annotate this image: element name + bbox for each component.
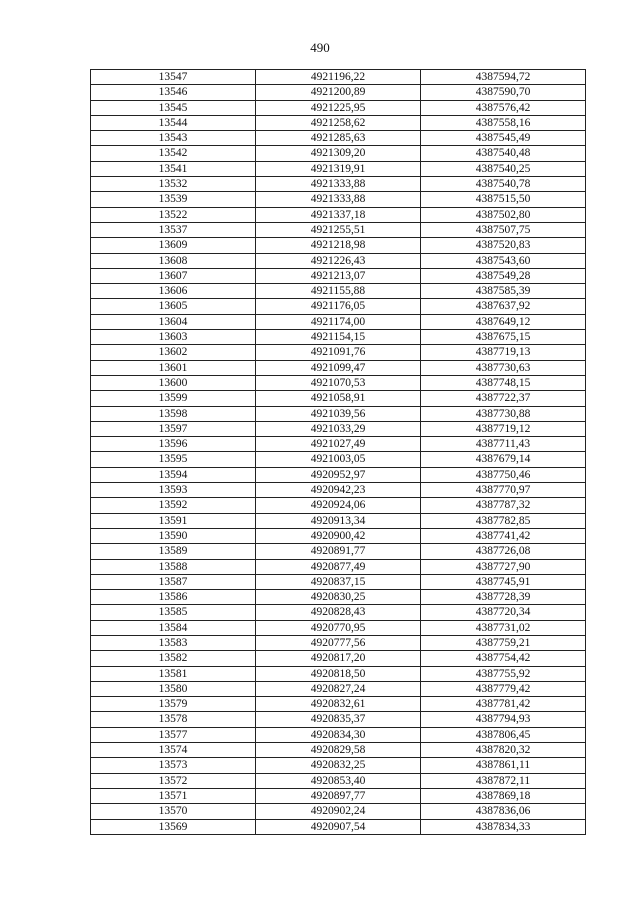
point-number-cell: 13595	[91, 452, 256, 467]
table-row	[91, 85, 586, 100]
x-coordinate-cell: 4921091,76	[256, 345, 421, 360]
x-coordinate-cell: 4920837,15	[256, 574, 421, 589]
x-coordinate-cell: 4921226,43	[256, 253, 421, 268]
x-coordinate-cell: 4920770,95	[256, 620, 421, 635]
table-row	[91, 284, 586, 299]
y-coordinate-cell: 4387576,42	[421, 100, 586, 115]
table-row	[91, 70, 586, 85]
point-number-cell: 13600	[91, 375, 256, 390]
x-coordinate-cell: 4921258,62	[256, 115, 421, 130]
table-row	[91, 115, 586, 130]
x-coordinate-cell: 4920897,77	[256, 788, 421, 803]
table-row	[91, 666, 586, 681]
x-coordinate-cell: 4921333,88	[256, 192, 421, 207]
table-row	[91, 681, 586, 696]
table-row	[91, 620, 586, 635]
table-row	[91, 375, 586, 390]
x-coordinate-cell: 4920835,37	[256, 712, 421, 727]
y-coordinate-cell: 4387558,16	[421, 115, 586, 130]
coordinates-table	[90, 69, 586, 835]
y-coordinate-cell: 4387585,39	[421, 284, 586, 299]
table-row	[91, 100, 586, 115]
y-coordinate-cell: 4387679,14	[421, 452, 586, 467]
point-number-cell: 13522	[91, 207, 256, 222]
point-number-cell: 13544	[91, 115, 256, 130]
table-row	[91, 574, 586, 589]
point-number-cell: 13593	[91, 483, 256, 498]
y-coordinate-cell: 4387730,88	[421, 406, 586, 421]
point-number-cell: 13569	[91, 819, 256, 834]
table-row	[91, 559, 586, 574]
x-coordinate-cell: 4921176,05	[256, 299, 421, 314]
x-coordinate-cell: 4920902,24	[256, 804, 421, 819]
table-row	[91, 131, 586, 146]
x-coordinate-cell: 4920827,24	[256, 681, 421, 696]
y-coordinate-cell: 4387787,32	[421, 498, 586, 513]
point-number-cell: 13579	[91, 697, 256, 712]
y-coordinate-cell: 4387540,25	[421, 161, 586, 176]
point-number-cell: 13604	[91, 314, 256, 329]
x-coordinate-cell: 4920834,30	[256, 727, 421, 742]
point-number-cell: 13588	[91, 559, 256, 574]
x-coordinate-cell: 4921200,89	[256, 85, 421, 100]
y-coordinate-cell: 4387770,97	[421, 483, 586, 498]
y-coordinate-cell: 4387834,33	[421, 819, 586, 834]
table-row	[91, 544, 586, 559]
table-row	[91, 590, 586, 605]
point-number-cell: 13580	[91, 681, 256, 696]
y-coordinate-cell: 4387861,11	[421, 758, 586, 773]
x-coordinate-cell: 4921033,29	[256, 421, 421, 436]
y-coordinate-cell: 4387754,42	[421, 651, 586, 666]
x-coordinate-cell: 4921003,05	[256, 452, 421, 467]
point-number-cell: 13608	[91, 253, 256, 268]
y-coordinate-cell: 4387649,12	[421, 314, 586, 329]
y-coordinate-cell: 4387781,42	[421, 697, 586, 712]
table-row	[91, 788, 586, 803]
y-coordinate-cell: 4387719,13	[421, 345, 586, 360]
table-row	[91, 467, 586, 482]
table-row	[91, 177, 586, 192]
table-row	[91, 253, 586, 268]
y-coordinate-cell: 4387502,80	[421, 207, 586, 222]
table-row	[91, 651, 586, 666]
y-coordinate-cell: 4387728,39	[421, 590, 586, 605]
table-row	[91, 406, 586, 421]
table-row	[91, 528, 586, 543]
table-row	[91, 635, 586, 650]
point-number-cell: 13571	[91, 788, 256, 803]
page-number: 490	[310, 40, 330, 55]
y-coordinate-cell: 4387731,02	[421, 620, 586, 635]
x-coordinate-cell: 4921218,98	[256, 238, 421, 253]
y-coordinate-cell: 4387507,75	[421, 222, 586, 237]
x-coordinate-cell: 4920853,40	[256, 773, 421, 788]
y-coordinate-cell: 4387540,48	[421, 146, 586, 161]
point-number-cell: 13589	[91, 544, 256, 559]
table-row	[91, 345, 586, 360]
table-row	[91, 804, 586, 819]
y-coordinate-cell: 4387820,32	[421, 743, 586, 758]
x-coordinate-cell: 4921213,07	[256, 268, 421, 283]
y-coordinate-cell: 4387720,34	[421, 605, 586, 620]
point-number-cell: 13594	[91, 467, 256, 482]
point-number-cell: 13545	[91, 100, 256, 115]
x-coordinate-cell: 4921309,20	[256, 146, 421, 161]
y-coordinate-cell: 4387759,21	[421, 635, 586, 650]
x-coordinate-cell: 4920817,20	[256, 651, 421, 666]
y-coordinate-cell: 4387748,15	[421, 375, 586, 390]
point-number-cell: 13597	[91, 421, 256, 436]
y-coordinate-cell: 4387872,11	[421, 773, 586, 788]
point-number-cell: 13585	[91, 605, 256, 620]
table-row	[91, 697, 586, 712]
x-coordinate-cell: 4920900,42	[256, 528, 421, 543]
x-coordinate-cell: 4921225,95	[256, 100, 421, 115]
point-number-cell: 13577	[91, 727, 256, 742]
table-row	[91, 330, 586, 345]
table-row	[91, 207, 586, 222]
y-coordinate-cell: 4387794,93	[421, 712, 586, 727]
y-coordinate-cell: 4387722,37	[421, 391, 586, 406]
point-number-cell: 13596	[91, 437, 256, 452]
y-coordinate-cell: 4387726,08	[421, 544, 586, 559]
y-coordinate-cell: 4387745,91	[421, 574, 586, 589]
point-number-cell: 13602	[91, 345, 256, 360]
y-coordinate-cell: 4387675,15	[421, 330, 586, 345]
x-coordinate-cell: 4921196,22	[256, 70, 421, 85]
point-number-cell: 13570	[91, 804, 256, 819]
point-number-cell: 13543	[91, 131, 256, 146]
point-number-cell: 13592	[91, 498, 256, 513]
x-coordinate-cell: 4920877,49	[256, 559, 421, 574]
point-number-cell: 13578	[91, 712, 256, 727]
point-number-cell: 13606	[91, 284, 256, 299]
table-row	[91, 360, 586, 375]
point-number-cell: 13573	[91, 758, 256, 773]
y-coordinate-cell: 4387806,45	[421, 727, 586, 742]
x-coordinate-cell: 4920952,97	[256, 467, 421, 482]
point-number-cell: 13586	[91, 590, 256, 605]
table-row	[91, 161, 586, 176]
table-row	[91, 268, 586, 283]
x-coordinate-cell: 4921154,15	[256, 330, 421, 345]
coordinates-table-body	[91, 70, 586, 835]
table-row	[91, 727, 586, 742]
x-coordinate-cell: 4921039,56	[256, 406, 421, 421]
point-number-cell: 13581	[91, 666, 256, 681]
table-row	[91, 192, 586, 207]
table-row	[91, 819, 586, 834]
point-number-cell: 13546	[91, 85, 256, 100]
point-number-cell: 13537	[91, 222, 256, 237]
y-coordinate-cell: 4387755,92	[421, 666, 586, 681]
table-row	[91, 712, 586, 727]
point-number-cell: 13532	[91, 177, 256, 192]
y-coordinate-cell: 4387594,72	[421, 70, 586, 85]
x-coordinate-cell: 4920818,50	[256, 666, 421, 681]
table-row	[91, 146, 586, 161]
table-row	[91, 483, 586, 498]
point-number-cell: 13539	[91, 192, 256, 207]
point-number-cell: 13601	[91, 360, 256, 375]
point-number-cell: 13603	[91, 330, 256, 345]
table-row	[91, 299, 586, 314]
x-coordinate-cell: 4920942,23	[256, 483, 421, 498]
table-row	[91, 222, 586, 237]
point-number-cell: 13598	[91, 406, 256, 421]
y-coordinate-cell: 4387727,90	[421, 559, 586, 574]
point-number-cell: 13574	[91, 743, 256, 758]
y-coordinate-cell: 4387515,50	[421, 192, 586, 207]
x-coordinate-cell: 4921285,63	[256, 131, 421, 146]
x-coordinate-cell: 4920832,25	[256, 758, 421, 773]
y-coordinate-cell: 4387545,49	[421, 131, 586, 146]
y-coordinate-cell: 4387836,06	[421, 804, 586, 819]
x-coordinate-cell: 4920913,34	[256, 513, 421, 528]
x-coordinate-cell: 4921255,51	[256, 222, 421, 237]
point-number-cell: 13587	[91, 574, 256, 589]
table-row	[91, 391, 586, 406]
x-coordinate-cell: 4920830,25	[256, 590, 421, 605]
x-coordinate-cell: 4920891,77	[256, 544, 421, 559]
y-coordinate-cell: 4387543,60	[421, 253, 586, 268]
point-number-cell: 13607	[91, 268, 256, 283]
x-coordinate-cell: 4921319,91	[256, 161, 421, 176]
y-coordinate-cell: 4387741,42	[421, 528, 586, 543]
y-coordinate-cell: 4387540,78	[421, 177, 586, 192]
x-coordinate-cell: 4920924,06	[256, 498, 421, 513]
point-number-cell: 13541	[91, 161, 256, 176]
table-row	[91, 421, 586, 436]
y-coordinate-cell: 4387637,92	[421, 299, 586, 314]
y-coordinate-cell: 4387719,12	[421, 421, 586, 436]
point-number-cell: 13572	[91, 773, 256, 788]
x-coordinate-cell: 4920832,61	[256, 697, 421, 712]
table-row	[91, 743, 586, 758]
point-number-cell: 13582	[91, 651, 256, 666]
x-coordinate-cell: 4920777,56	[256, 635, 421, 650]
point-number-cell: 13590	[91, 528, 256, 543]
point-number-cell: 13591	[91, 513, 256, 528]
point-number-cell: 13542	[91, 146, 256, 161]
y-coordinate-cell: 4387730,63	[421, 360, 586, 375]
point-number-cell: 13605	[91, 299, 256, 314]
y-coordinate-cell: 4387750,46	[421, 467, 586, 482]
x-coordinate-cell: 4921099,47	[256, 360, 421, 375]
y-coordinate-cell: 4387869,18	[421, 788, 586, 803]
table-row	[91, 498, 586, 513]
table-row	[91, 452, 586, 467]
table-row	[91, 314, 586, 329]
point-number-cell: 13584	[91, 620, 256, 635]
x-coordinate-cell: 4921058,91	[256, 391, 421, 406]
x-coordinate-cell: 4921333,88	[256, 177, 421, 192]
x-coordinate-cell: 4920828,43	[256, 605, 421, 620]
y-coordinate-cell: 4387779,42	[421, 681, 586, 696]
x-coordinate-cell: 4921155,88	[256, 284, 421, 299]
y-coordinate-cell: 4387711,43	[421, 437, 586, 452]
x-coordinate-cell: 4920829,58	[256, 743, 421, 758]
point-number-cell: 13609	[91, 238, 256, 253]
table-row	[91, 773, 586, 788]
x-coordinate-cell: 4921027,49	[256, 437, 421, 452]
y-coordinate-cell: 4387549,28	[421, 268, 586, 283]
table-row	[91, 238, 586, 253]
table-row	[91, 437, 586, 452]
table-row	[91, 513, 586, 528]
point-number-cell: 13547	[91, 70, 256, 85]
point-number-cell: 13599	[91, 391, 256, 406]
x-coordinate-cell: 4921070,53	[256, 375, 421, 390]
x-coordinate-cell: 4921174,00	[256, 314, 421, 329]
y-coordinate-cell: 4387520,83	[421, 238, 586, 253]
y-coordinate-cell: 4387782,85	[421, 513, 586, 528]
table-row	[91, 605, 586, 620]
x-coordinate-cell: 4920907,54	[256, 819, 421, 834]
table-row	[91, 758, 586, 773]
point-number-cell: 13583	[91, 635, 256, 650]
x-coordinate-cell: 4921337,18	[256, 207, 421, 222]
y-coordinate-cell: 4387590,70	[421, 85, 586, 100]
